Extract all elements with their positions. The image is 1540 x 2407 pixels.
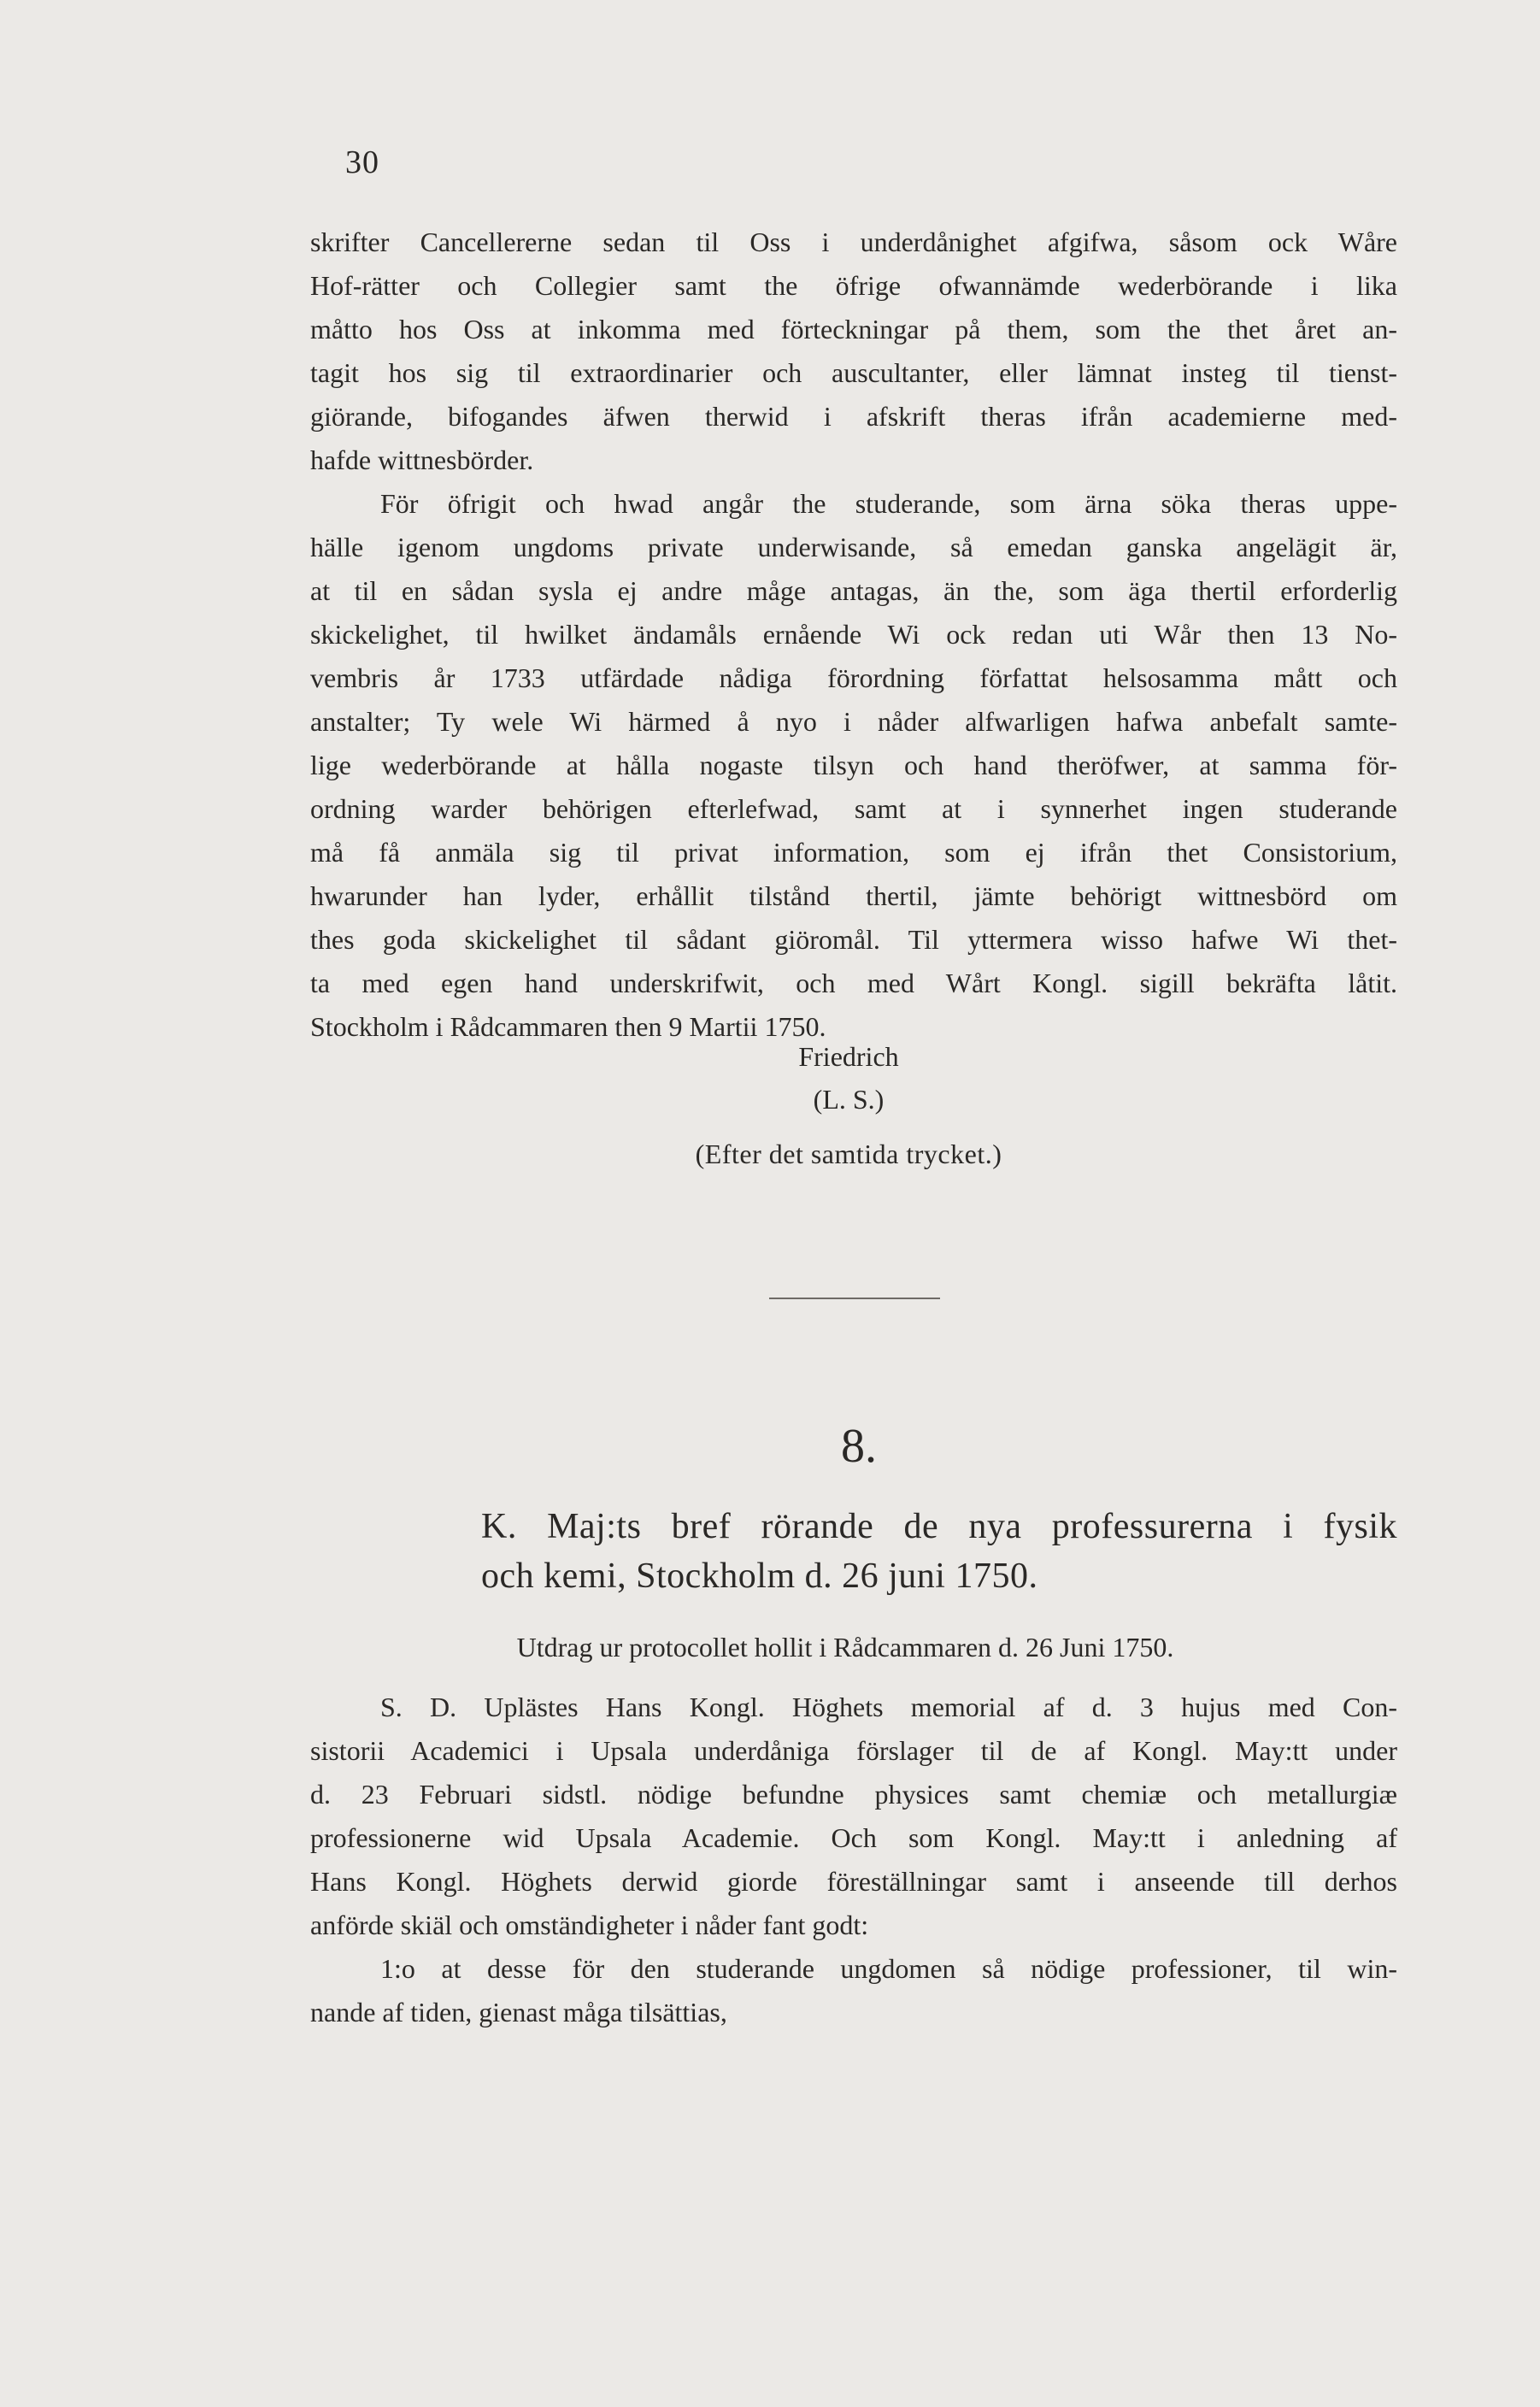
text-line: giörande, bifogandes äfwen therwid i afskrift theras ifrån academierne med- (310, 401, 1397, 432)
source-note: (Efter det samtida trycket.) (695, 1139, 1002, 1169)
text-line: anförde skiäl och omständigheter i nåder fant godt: (310, 1910, 869, 1940)
extract-heading: Utdrag ur protocollet hollit i Rådcammaren d. 26 Juni 1750. (516, 1632, 1174, 1663)
section-divider (769, 1298, 940, 1299)
body-text-lower (310, 1686, 1397, 2034)
text-line: professionerne wid Upsala Academie. Och som Kongl. May:tt i anledning af (310, 1822, 1397, 1853)
body-text-upper (310, 221, 1397, 1049)
page-number: 30 (345, 144, 379, 180)
text-line: lige wederbörande at hålla nogaste tilsyn och hand theröfwer, at samma för- (310, 750, 1397, 780)
text-line: at til en sådan sysla ej andre måge antagas, än the, som äga thertil erforderlig (310, 575, 1397, 606)
text-line: Hof-rätter och Collegier samt the öfrige ofwannämde wederbörande i lika (310, 270, 1397, 301)
text-line: d. 23 Februari sidstl. nödige befundne physices samt chemiæ och metallurgiæ (310, 1779, 1397, 1810)
text-line: thes goda skickelighet til sådant giöromål. Til yttermera wisso hafwe Wi thet- (310, 924, 1397, 955)
text-line: S. D. Uplästes Hans Kongl. Höghets memorial af d. 3 hujus med Con- (380, 1692, 1397, 1722)
text-line: hwarunder han lyder, erhållit tilstånd thertil, jämte behörigt wittnesbörd om (310, 880, 1397, 911)
text-line: hafde wittnesbörder. (310, 444, 534, 475)
text-line: tagit hos sig til extraordinarier och auscultanter, eller lämnat insteg til tienst- (310, 357, 1397, 388)
text-line: anstalter; Ty wele Wi härmed å nyo i nåder alfwarligen hafwa anbefalt samte- (310, 706, 1397, 737)
text-line: hälle igenom ungdoms private underwisande, så emedan ganska angelägit är, (310, 532, 1397, 562)
text-line: måtto hos Oss at inkomma med förteckningar på them, som the thet året an- (310, 314, 1397, 344)
text-line: ordning warder behörigen efterlefwad, samt at i synnerhet ingen studerande (310, 793, 1397, 824)
text-line: Hans Kongl. Höghets derwid giorde föreställningar samt i anseende till derhos (310, 1866, 1397, 1897)
section-number: 8. (841, 1420, 877, 1473)
text-line: skickelighet, til hwilket ändamåls ernående Wi ock redan uti Wår then 13 No- (310, 619, 1397, 650)
text-line: Stockholm i Rådcammaren then 9 Martii 1750. (310, 1011, 826, 1042)
section-title-line: och kemi, Stockholm d. 26 juni 1750. (481, 1557, 1038, 1596)
text-line: För öfrigit och hwad angår the studerande, som ärna söka theras uppe- (380, 488, 1397, 519)
signature-seal: (L. S.) (813, 1084, 885, 1115)
text-line: vembris år 1733 utfärdade nådiga förordning författat helsosamma mått och (310, 662, 1397, 693)
text-line: skrifter Cancellererne sedan til Oss i underdånighet afgifwa, såsom ock Wåre (310, 227, 1397, 257)
section-title-line: K. Maj:ts bref rörande de nya professurerna i fysik (481, 1507, 1397, 1546)
text-line: sistorii Academici i Upsala underdåniga förslager til de af Kongl. May:tt under (310, 1735, 1397, 1766)
text-line: ta med egen hand underskrifwit, och med Wårt Kongl. sigill bekräfta låtit. (310, 968, 1397, 998)
text-line: må få anmäla sig til privat information, som ej ifrån thet Consistorium, (310, 837, 1397, 868)
signature-name: Friedrich (798, 1041, 899, 1072)
text-line: nande af tiden, gienast måga tilsättias, (310, 1997, 727, 2027)
text-line: 1:o at desse för den studerande ungdomen så nödige professioner, til win- (380, 1953, 1397, 1984)
